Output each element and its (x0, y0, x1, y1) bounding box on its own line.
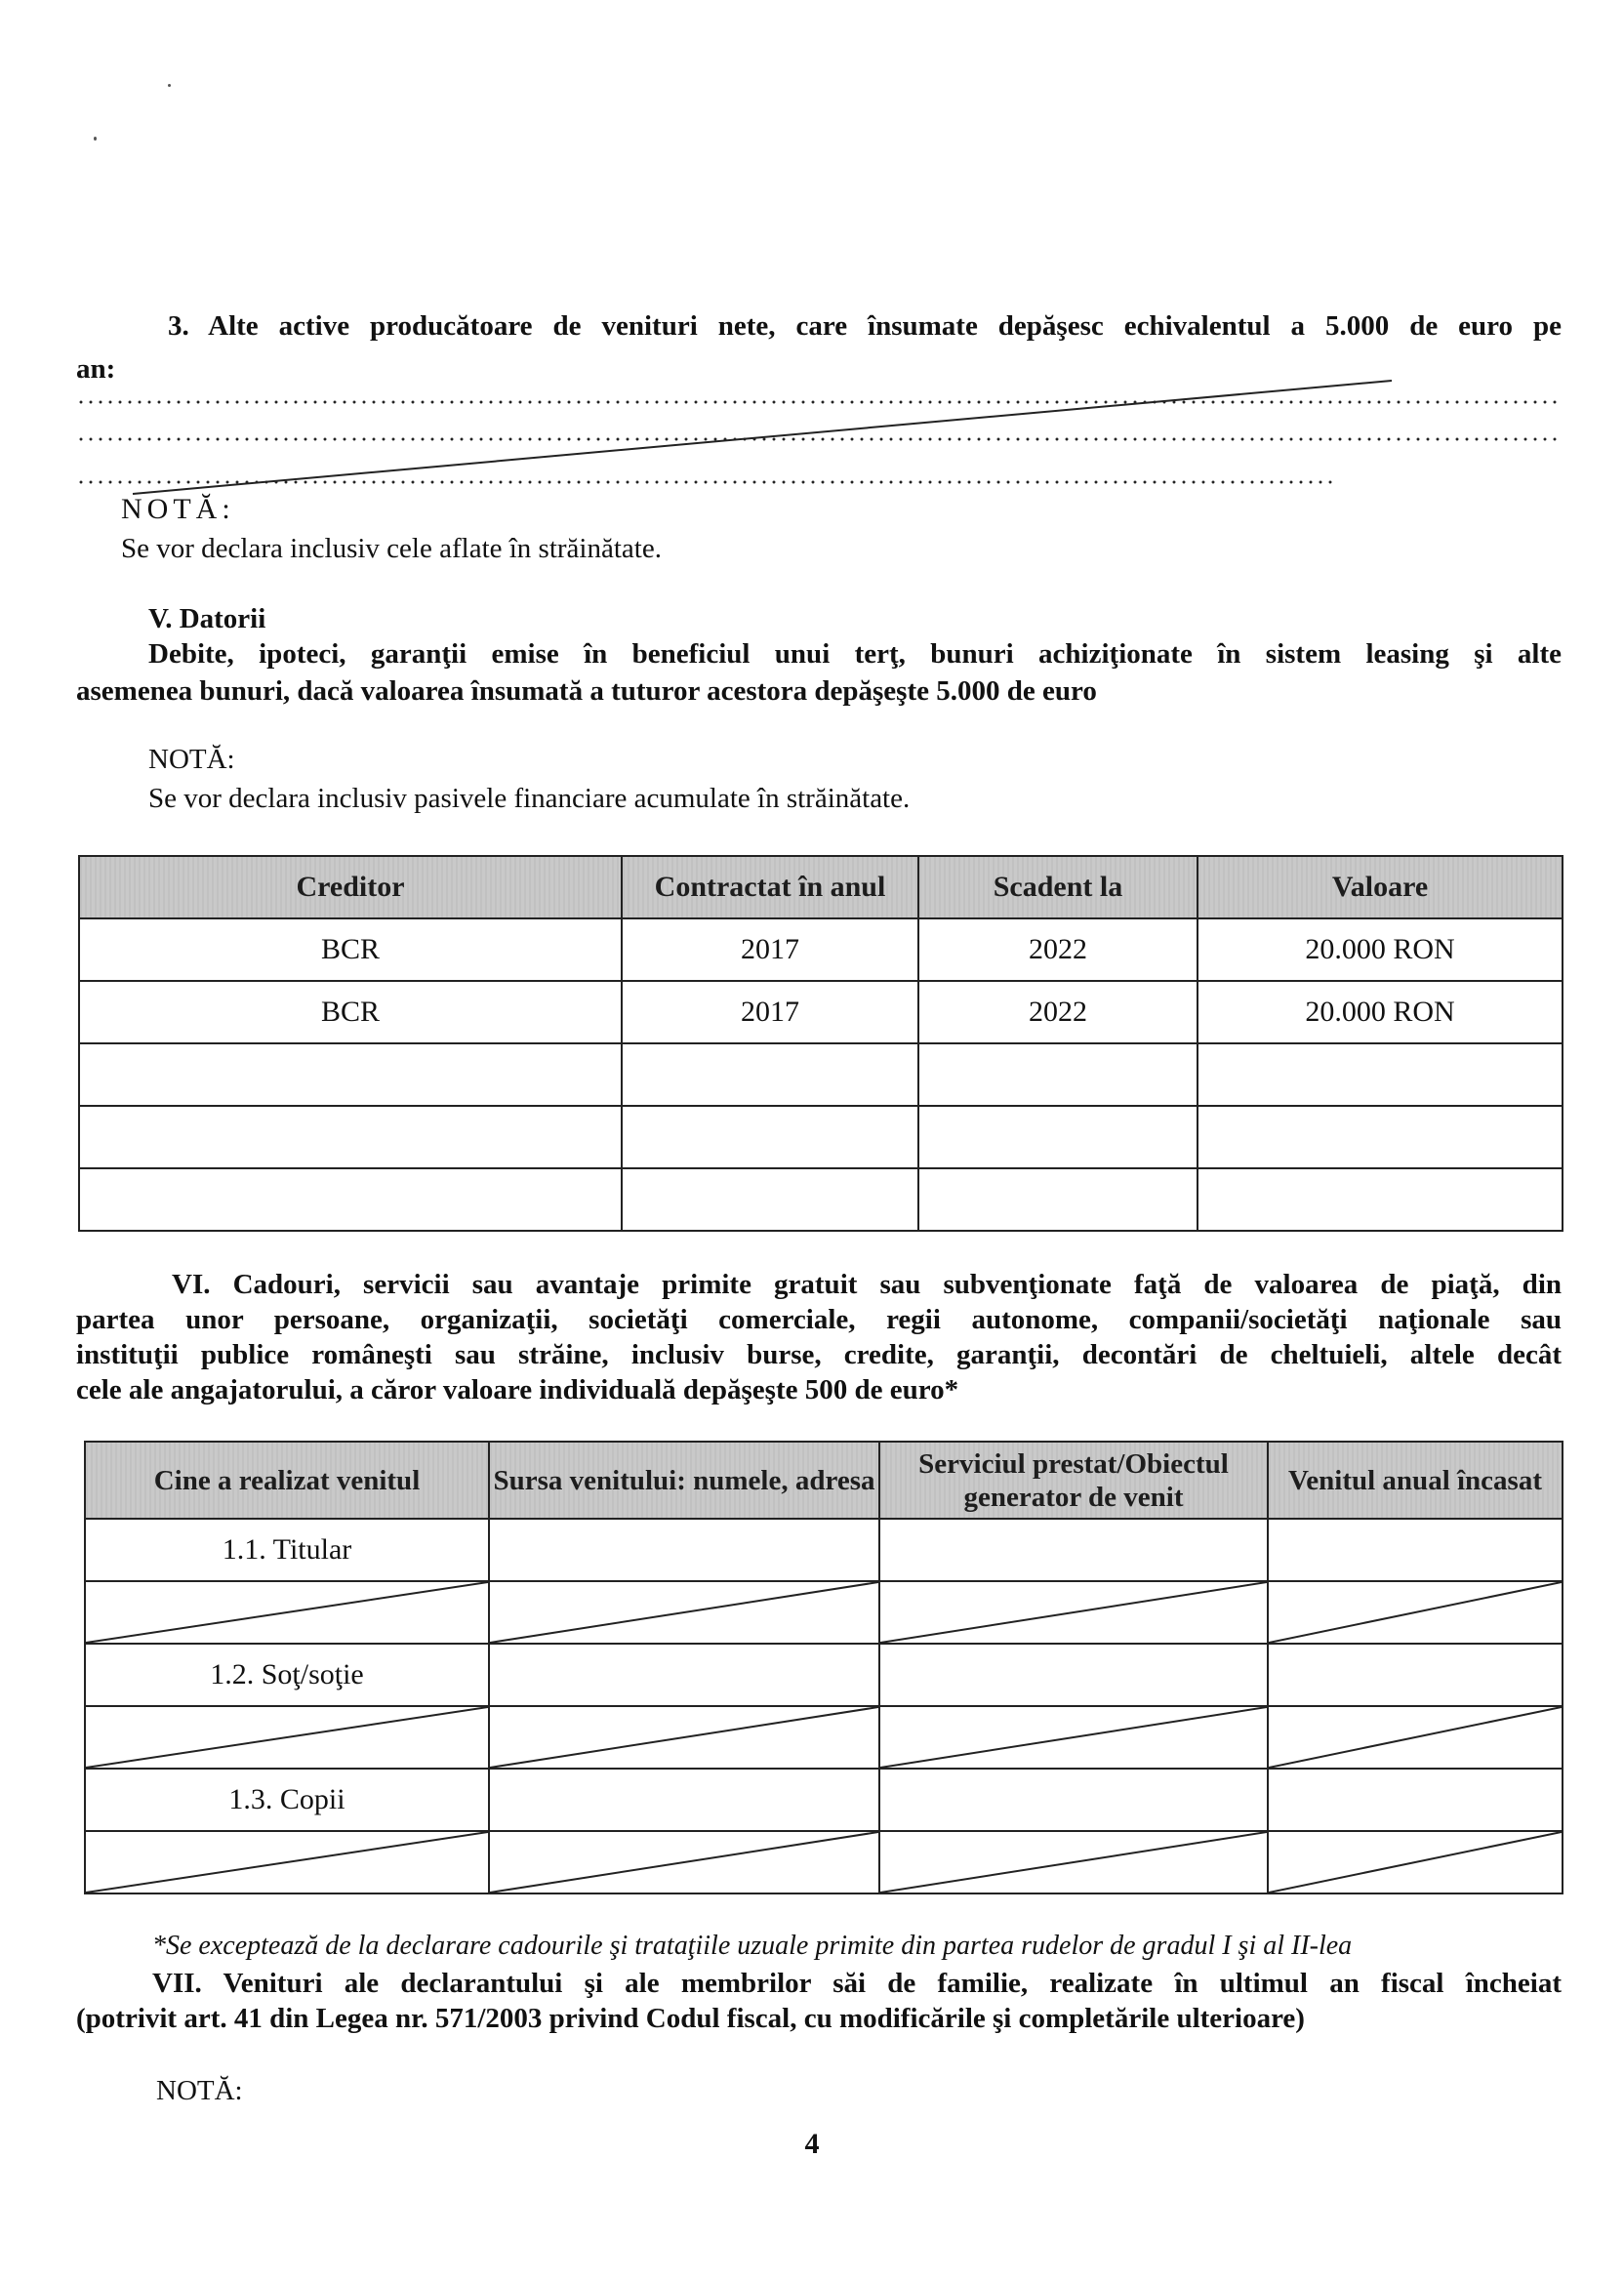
table-cell (879, 1644, 1268, 1706)
table-cell (879, 1519, 1268, 1581)
table-row (79, 1168, 1563, 1231)
section5-nota-text: Se vor declara inclusiv pasivele financiare acumulate în străinătate. (148, 783, 911, 814)
section7-nota-label: NOTĂ: (156, 2075, 243, 2106)
crossed-cell (1268, 1831, 1563, 1893)
column-header-creditor: Creditor (79, 856, 622, 918)
table-cell (79, 1043, 622, 1106)
table-row (79, 1106, 1563, 1168)
table-cell (622, 1106, 918, 1168)
table-row-label (85, 1519, 1563, 1581)
crossed-cell (1268, 1706, 1563, 1769)
table-cell (918, 1043, 1198, 1106)
column-header-value: Valoare (1198, 856, 1563, 918)
table-cell (1198, 1168, 1563, 1231)
section3-heading-line1: 3. Alte active producătoare de venituri nete, care însumate depăşesc echivalentul a 5.000 de euro pe (168, 310, 1562, 342)
row-label-titular: 1.1. Titular (85, 1519, 489, 1581)
crossed-cell (85, 1581, 489, 1644)
crossed-cell (879, 1581, 1268, 1644)
table-cell (79, 1168, 622, 1231)
section6-line3: instituţii publice româneşti sau străine, inclusiv burse, credite, garanţii, decontări de cheltuieli, altele decât (76, 1339, 1562, 1370)
table-cell: 2022 (918, 918, 1198, 981)
section5-title: V. Datorii (148, 603, 266, 634)
table-row (79, 981, 1563, 1043)
section6-line1: VI. Cadouri, servicii sau avantaje primite gratuit sau subvenţionate faţă de valoarea de piaţă, din (172, 1269, 1562, 1300)
crossed-cell (1268, 1581, 1563, 1644)
gifts-table (84, 1441, 1563, 1894)
table-cell: 2017 (622, 981, 918, 1043)
section5-desc-line2: asemenea bunuri, dacă valoarea însumată a tuturor acestora depăşeşte 5.000 de euro (76, 675, 1097, 707)
table-row-empty (85, 1831, 1563, 1893)
section7-line2: (potrivit art. 41 din Legea nr. 571/2003 privind Codul fiscal, cu modificările şi completările ulterioare) (76, 2003, 1305, 2034)
section5-nota-label: NOTĂ: (148, 744, 235, 775)
section3-heading-line2: an: (76, 353, 116, 385)
crossed-cell (879, 1831, 1268, 1893)
table-cell (1268, 1769, 1563, 1831)
table-cell (622, 1043, 918, 1106)
column-header-source: Sursa venitului: numele, adresa (489, 1442, 879, 1519)
section6-footnote: *Se exceptează de la declarare cadourile şi trataţiile uzuale primite din partea rudelor de gradul I şi al II-lea (152, 1931, 1353, 1961)
strike-through-line (0, 0, 1624, 586)
section3-nota-label: NOTĂ: (121, 493, 235, 525)
table-cell (489, 1644, 879, 1706)
crossed-cell (489, 1831, 879, 1893)
column-header-annual-income: Venitul anual încasat (1268, 1442, 1563, 1519)
page-number: 4 (804, 2128, 820, 2160)
row-label-spouse: 1.2. Soţ/soţie (85, 1644, 489, 1706)
table-cell: 20.000 RON (1198, 981, 1563, 1043)
crossed-cell (85, 1831, 489, 1893)
table-cell (918, 1106, 1198, 1168)
crossed-cell (879, 1706, 1268, 1769)
table-cell (622, 1168, 918, 1231)
table-header-row (85, 1442, 1563, 1519)
table-row-label (85, 1769, 1563, 1831)
table-row-empty (85, 1706, 1563, 1769)
table-cell: BCR (79, 981, 622, 1043)
crossed-cell (489, 1706, 879, 1769)
table-header-row (79, 856, 1563, 918)
section5-desc-line1: Debite, ipoteci, garanţii emise în beneficiul unui terţ, bunuri achiziţionate în sistem leasing şi alte (148, 638, 1562, 670)
table-cell: BCR (79, 918, 622, 981)
table-cell (918, 1168, 1198, 1231)
column-header-contract-year: Contractat în anul (622, 856, 918, 918)
table-cell (489, 1769, 879, 1831)
section3-nota-text: Se vor declara inclusiv cele aflate în străinătate. (121, 533, 662, 564)
table-row-empty (85, 1581, 1563, 1644)
table-cell: 2022 (918, 981, 1198, 1043)
debts-table (78, 855, 1563, 1232)
row-label-children: 1.3. Copii (85, 1769, 489, 1831)
table-row (79, 918, 1563, 981)
table-cell (879, 1769, 1268, 1831)
table-cell (1198, 1043, 1563, 1106)
table-cell: 20.000 RON (1198, 918, 1563, 981)
column-header-due-year: Scadent la (918, 856, 1198, 918)
column-header-who: Cine a realizat venitul (85, 1442, 489, 1519)
section6-line4: cele ale angajatorului, a căror valoare individuală depăşeşte 500 de euro* (76, 1374, 959, 1405)
section6-line2: partea unor persoane, organizaţii, societăţi comerciale, regii autonome, companii/societăţi naţionale sau (76, 1304, 1562, 1335)
table-row-label (85, 1644, 1563, 1706)
table-cell (1198, 1106, 1563, 1168)
table-cell: 2017 (622, 918, 918, 981)
table-cell (1268, 1644, 1563, 1706)
column-header-service: Serviciul prestat/Obiectul generator de venit (879, 1442, 1268, 1519)
table-row (79, 1043, 1563, 1106)
table-cell (489, 1519, 879, 1581)
table-cell (1268, 1519, 1563, 1581)
section7-line1: VII. Venituri ale declarantului şi ale membrilor săi de familie, realizate în ultimul an fiscal încheiat (152, 1968, 1562, 1999)
crossed-cell (489, 1581, 879, 1644)
table-cell (79, 1106, 622, 1168)
crossed-cell (85, 1706, 489, 1769)
